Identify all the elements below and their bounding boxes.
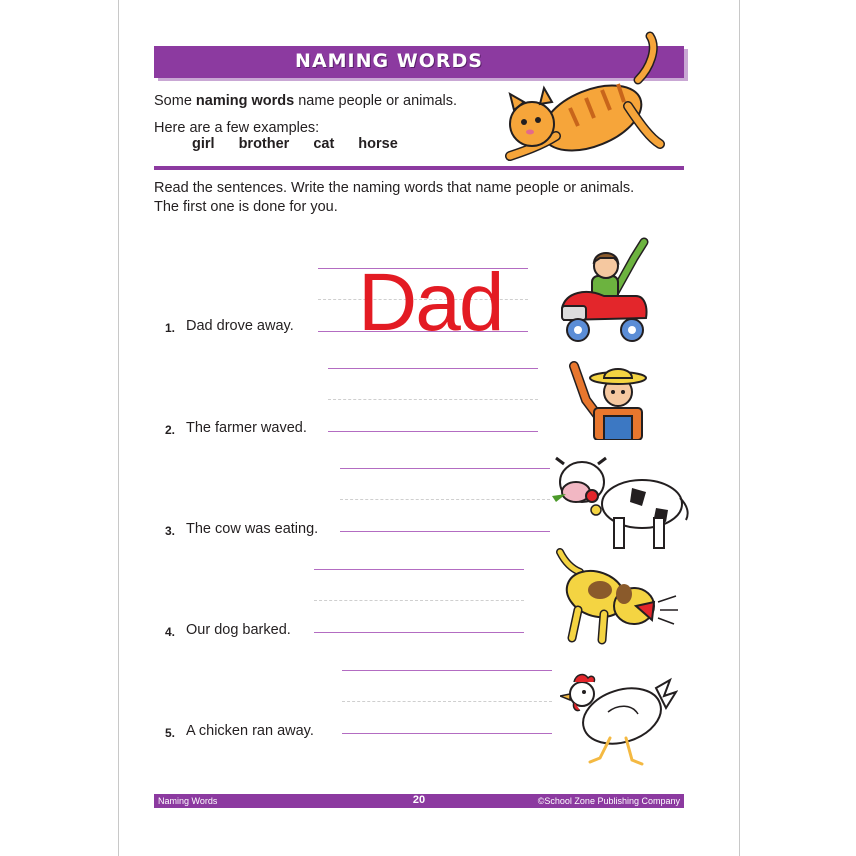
answer-line[interactable] (328, 368, 538, 432)
page-footer (154, 794, 684, 808)
item-number: 2. (165, 423, 176, 437)
answer-text: Dad (358, 257, 503, 348)
item-sentence: The cow was eating. (186, 521, 319, 537)
item-number: 1. (165, 321, 176, 335)
item-number: 5. (165, 726, 176, 740)
example-word: brother (238, 136, 290, 152)
intro-suffix: name people or animals. (294, 93, 458, 109)
page-title: NAMING WORDS (295, 50, 483, 72)
instructions-line-1: Read the sentences. Write the naming words that name people or animals. (154, 180, 635, 196)
intro-prefix: Some (154, 93, 196, 109)
example-word: girl (192, 136, 215, 152)
answer-line[interactable] (342, 670, 552, 734)
farmer-waving-icon (564, 360, 660, 440)
item-sentence: The farmer waved. (186, 420, 307, 436)
intro-bold-term: naming words (195, 93, 295, 109)
chicken-running-icon (560, 664, 678, 770)
copyright-text: ©School Zone Publishing Company (537, 796, 680, 806)
instructions-line-2: The first one is done for you. (154, 199, 338, 215)
footer-section-label: Naming Words (158, 796, 218, 806)
answer-line[interactable] (314, 569, 524, 633)
examples-label: Here are a few examples: (154, 120, 320, 136)
item-sentence: Dad drove away. (186, 318, 294, 334)
section-divider (154, 166, 684, 170)
item-sentence: Our dog barked. (186, 622, 291, 638)
item-sentence: A chicken ran away. (186, 723, 314, 739)
dog-barking-icon (554, 548, 682, 648)
examples-list (192, 136, 398, 152)
example-word: horse (358, 136, 398, 152)
answer-line[interactable] (340, 468, 550, 532)
cat-leaping-icon (500, 28, 670, 168)
intro-text (154, 93, 457, 109)
page-number: 20 (412, 794, 426, 806)
item-number: 3. (165, 524, 176, 538)
answer-line[interactable] (318, 257, 528, 348)
item-number: 4. (165, 625, 176, 639)
example-word: cat (313, 136, 335, 152)
cow-eating-icon (552, 452, 692, 554)
boy-driving-car-icon (556, 236, 656, 352)
